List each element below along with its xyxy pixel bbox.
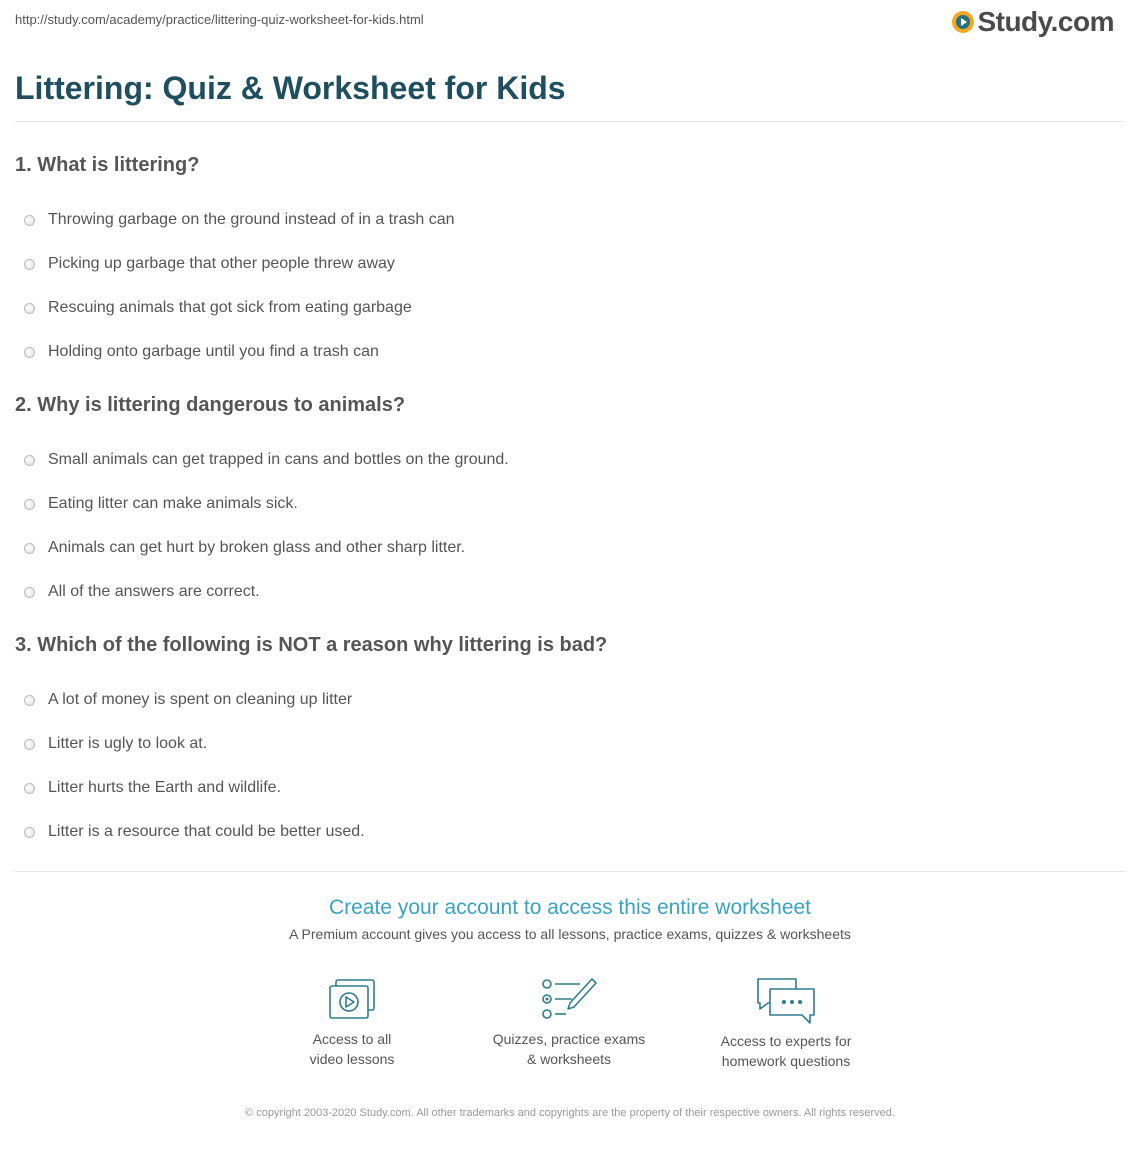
chat-bubbles-icon (754, 975, 818, 1025)
answer-label[interactable]: Litter is a resource that could be better used. (48, 823, 365, 840)
question-3 (15, 634, 1115, 854)
radio-button[interactable] (24, 215, 35, 226)
answer-label[interactable]: Rescuing animals that got sick from eating garbage (48, 299, 412, 316)
radio-button[interactable] (24, 739, 35, 750)
feature-label: & worksheets (526, 1051, 612, 1067)
study-logo[interactable] (952, 6, 1114, 38)
divider (15, 121, 1125, 122)
answer-option[interactable] (15, 286, 1115, 330)
answer-label[interactable]: Picking up garbage that other people threw away (48, 255, 395, 272)
divider (15, 871, 1125, 872)
answer-option[interactable] (15, 722, 1115, 766)
video-lessons-icon (326, 975, 378, 1023)
cta-subtitle: A Premium account gives you access to all lessons, practice exams, quizzes & worksheets (289, 926, 851, 942)
page-title: Littering: Quiz & Worksheet for Kids (15, 70, 566, 106)
question-2 (15, 394, 1115, 614)
answer-label[interactable]: Eating litter can make animals sick. (48, 495, 298, 512)
radio-button[interactable] (24, 827, 35, 838)
play-logo-icon (952, 11, 974, 33)
answer-option[interactable] (15, 330, 1115, 374)
feature-label: Access to all (312, 1031, 392, 1047)
copyright-footer: © copyright 2003-2020 Study.com. All other trademarks and copyrights are the property of their respective owners. All rights reserved. (245, 1107, 895, 1119)
question-text: 3. Which of the following is NOT a reason why littering is bad? (15, 634, 608, 656)
radio-button[interactable] (24, 587, 35, 598)
feature-experts (676, 975, 896, 1071)
radio-button[interactable] (24, 347, 35, 358)
question-1 (15, 154, 1115, 374)
answer-label[interactable]: Litter is ugly to look at. (48, 735, 208, 752)
logo-text: Study.com (977, 6, 1114, 37)
radio-button[interactable] (24, 455, 35, 466)
answer-label[interactable]: Holding onto garbage until you find a trash can (48, 343, 379, 360)
feature-quizzes (459, 975, 679, 1069)
answer-option[interactable] (15, 198, 1115, 242)
feature-video-lessons (242, 975, 462, 1069)
radio-button[interactable] (24, 303, 35, 314)
feature-label: Quizzes, practice exams (492, 1031, 646, 1047)
feature-label: video lessons (309, 1051, 395, 1067)
answer-option[interactable] (15, 526, 1115, 570)
radio-button[interactable] (24, 783, 35, 794)
answer-option[interactable] (15, 438, 1115, 482)
create-account-link[interactable]: Create your account to access this entire worksheet (328, 896, 812, 919)
answer-option[interactable] (15, 242, 1115, 286)
feature-label: homework questions (721, 1053, 851, 1069)
page-url: http://study.com/academy/practice/littering-quiz-worksheet-for-kids.html (15, 12, 424, 27)
radio-button[interactable] (24, 695, 35, 706)
answer-option[interactable] (15, 570, 1115, 614)
question-text: 2. Why is littering dangerous to animals? (15, 394, 406, 416)
answer-label[interactable]: Throwing garbage on the ground instead of in a trash can (48, 211, 455, 228)
answer-label[interactable]: A lot of money is spent on cleaning up litter (48, 691, 353, 708)
radio-button[interactable] (24, 499, 35, 510)
answer-label[interactable]: Animals can get hurt by broken glass and other sharp litter. (48, 539, 466, 556)
question-text: 1. What is littering? (15, 154, 200, 176)
radio-button[interactable] (24, 543, 35, 554)
radio-button[interactable] (24, 259, 35, 270)
answer-label[interactable]: Small animals can get trapped in cans and bottles on the ground. (48, 451, 509, 468)
quiz-checklist-icon (540, 975, 598, 1023)
answer-option[interactable] (15, 766, 1115, 810)
answer-label[interactable]: All of the answers are correct. (48, 583, 260, 600)
answer-option[interactable] (15, 810, 1115, 854)
answer-label[interactable]: Litter hurts the Earth and wildlife. (48, 779, 282, 796)
answer-option[interactable] (15, 482, 1115, 526)
feature-label: Access to experts for (720, 1033, 852, 1049)
answer-option[interactable] (15, 678, 1115, 722)
